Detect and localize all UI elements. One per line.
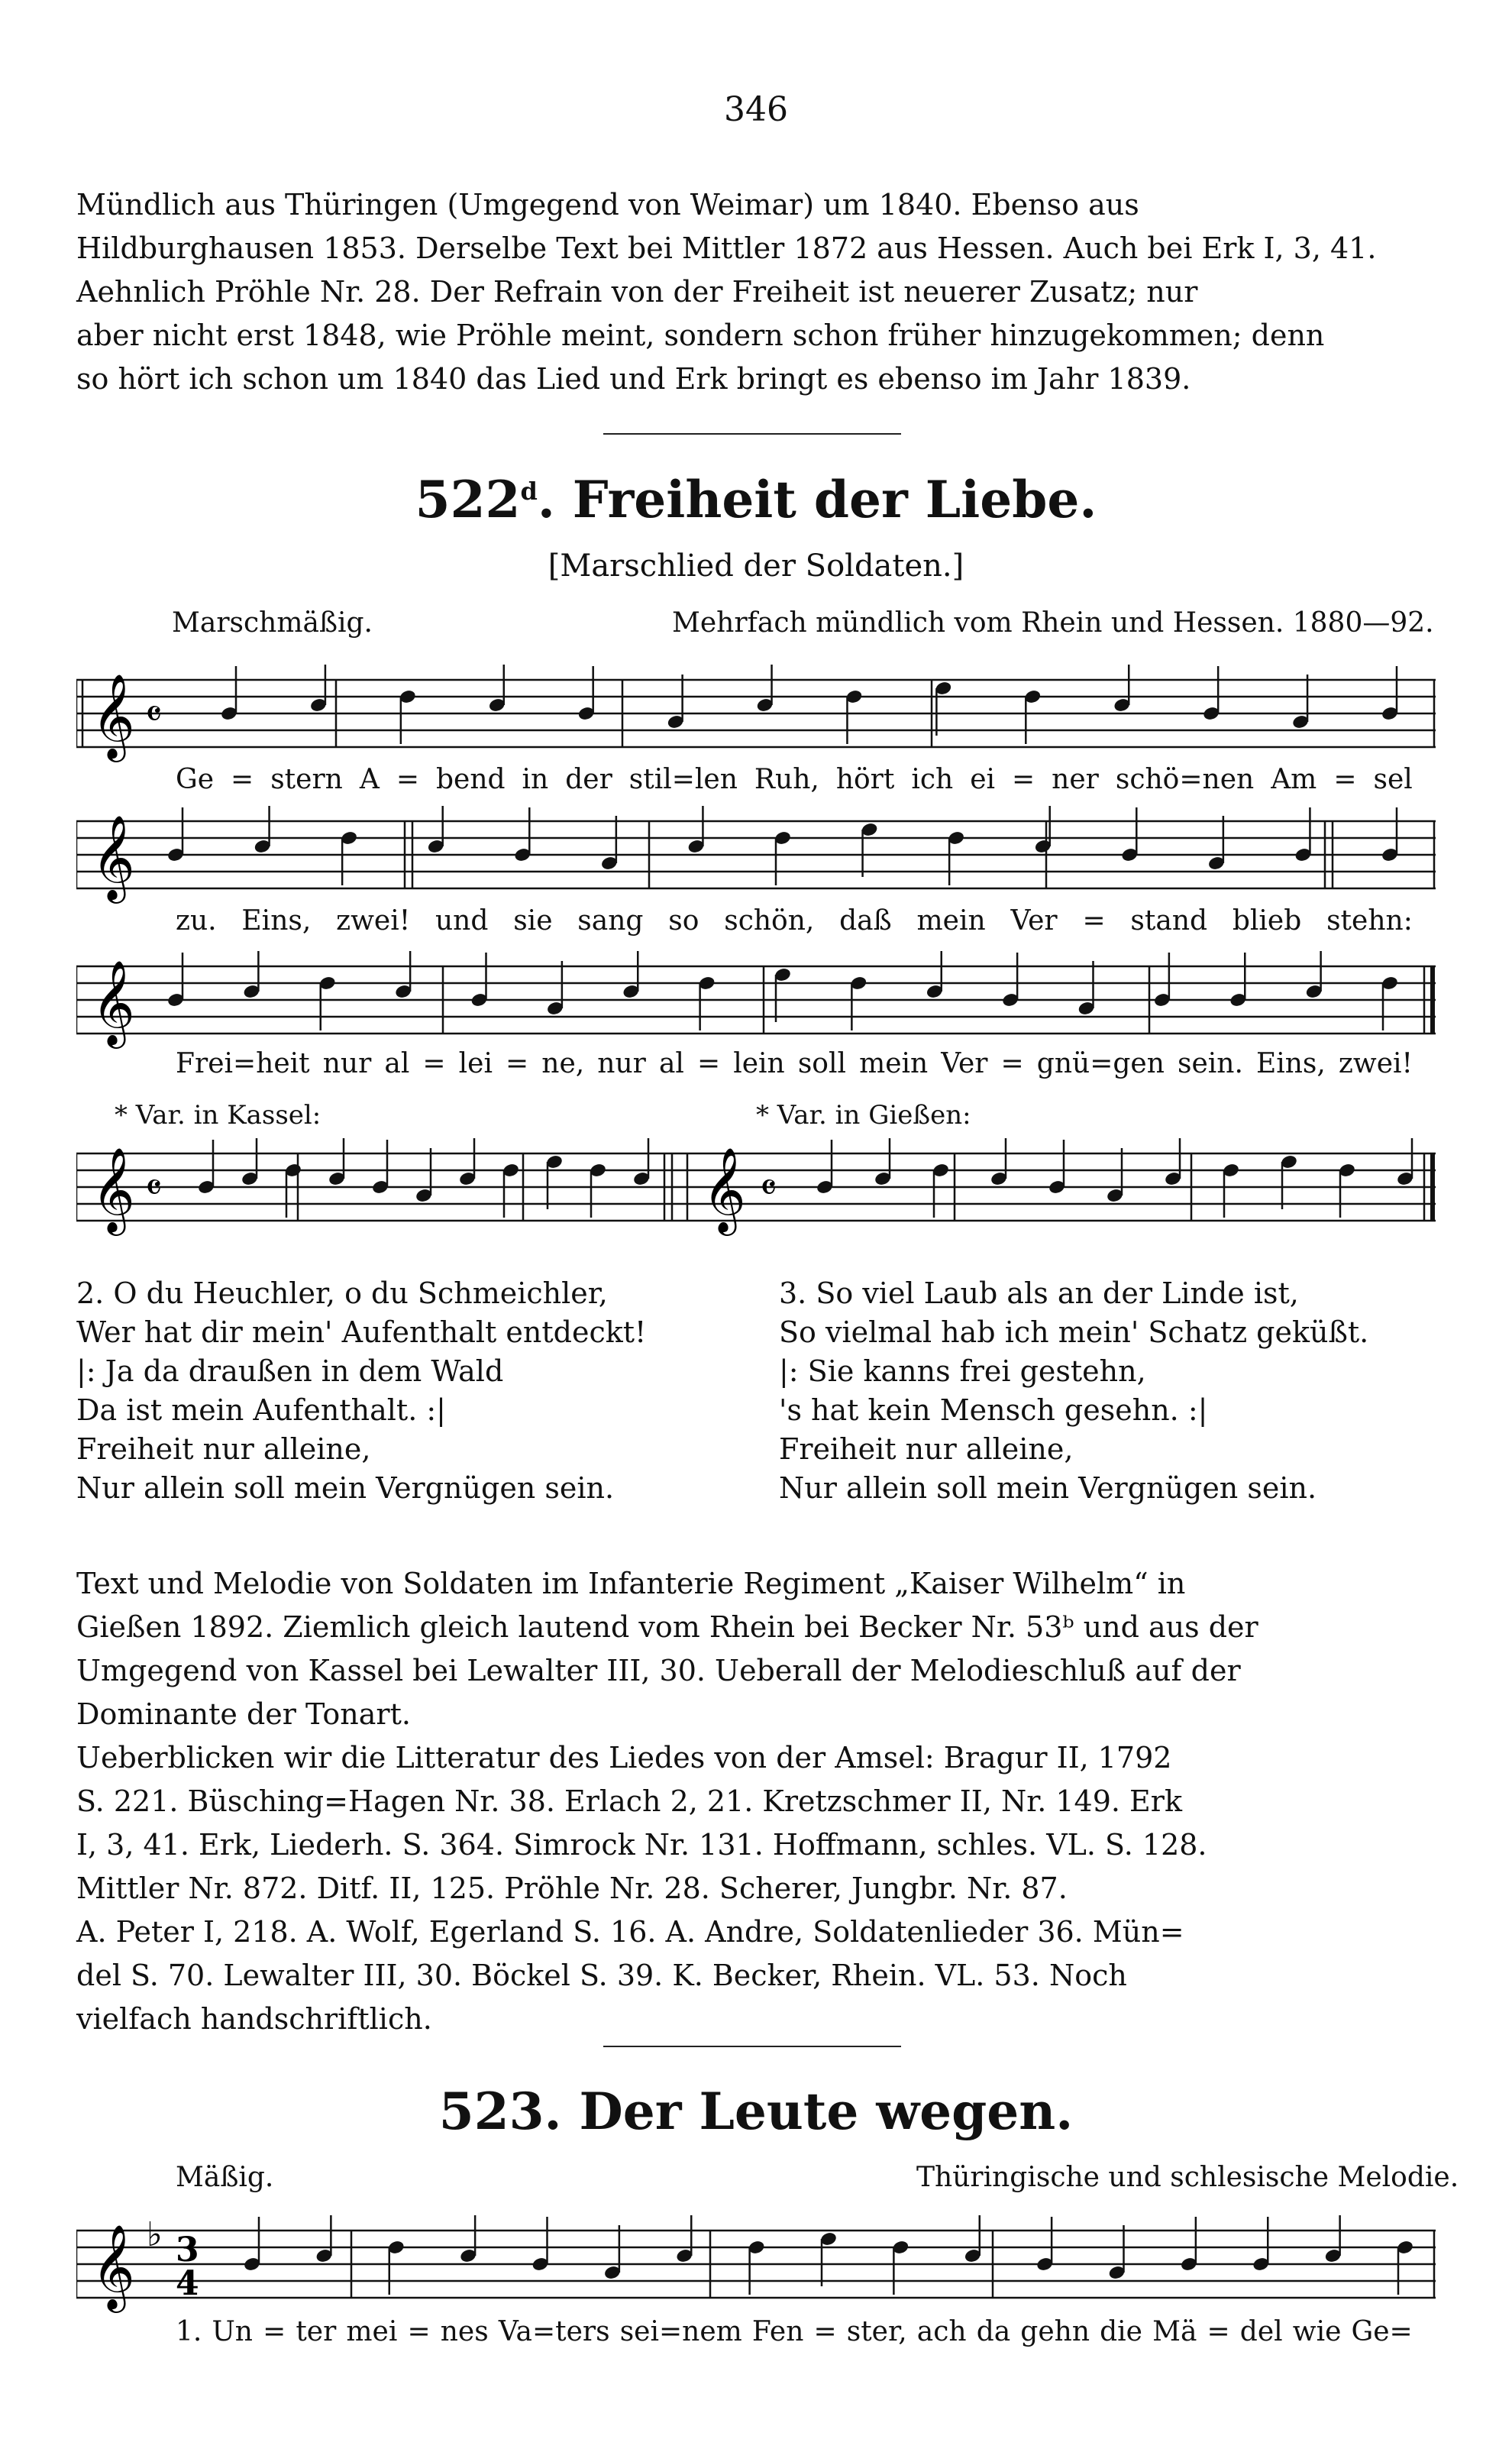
paragraph-line: vielfach handschriftlich. [76, 2002, 432, 2036]
lyric-syllable: schö=nen [1115, 764, 1255, 795]
lyric-syllable: stern [270, 764, 343, 795]
lyric-syllable: ner [1052, 764, 1099, 795]
lyric-syllable: sang [577, 905, 644, 937]
verse-line: Freiheit nur alleine, [779, 1432, 1074, 1466]
lyric-syllable: ter [296, 2316, 337, 2347]
lyric-syllable: = [1333, 764, 1357, 795]
lyric-syllable: Fen [751, 2316, 804, 2347]
lyric-syllable: sie [513, 905, 553, 937]
lyric-syllable: lei [458, 1048, 493, 1079]
lyric-syllable: = [696, 1048, 721, 1079]
lyric-syllable: stil=len [628, 764, 738, 795]
song-title-text: Freiheit der Liebe. [572, 470, 1097, 529]
verse-line: 's hat kein Mensch gesehn. :| [779, 1393, 1208, 1427]
music-staff-4 [76, 2215, 1436, 2315]
paragraph-line: A. Peter I, 218. A. Wolf, Egerland S. 16. A. Andre, Soldatenlieder 36. Mün= [76, 1915, 1184, 1949]
lyric-syllable: del [1239, 2316, 1283, 2347]
time-signature-bottom: 4 [176, 2264, 199, 2303]
melody-source: Thüringische und schlesische Melodie. [916, 2162, 1459, 2193]
lyric-syllable: gehn [1020, 2316, 1090, 2347]
notes-paragraph-2 [76, 1736, 1436, 2041]
lyric-syllable: ei [970, 764, 996, 795]
intro-paragraph [76, 183, 1436, 401]
lyric-syllable: Va=ters [498, 2316, 610, 2347]
verse-line: Nur allein soll mein Vergnügen sein. [76, 1471, 615, 1505]
lyric-syllable: mein [916, 905, 986, 937]
tempo-marking: Marschmäßig. [172, 607, 373, 639]
lyric-syllable: Eins, [241, 905, 312, 937]
music-staff-1 [76, 665, 1436, 764]
treble-clef-icon: 𝄞 [92, 2224, 135, 2309]
lyric-syllable: = [396, 764, 419, 795]
lyric-syllable: = [1207, 2316, 1230, 2347]
song-522-title [0, 470, 1512, 529]
lyric-syllable: in [522, 764, 549, 795]
lyrics-row-2 [176, 905, 1413, 937]
lyric-syllable: ach [916, 2316, 967, 2347]
lyric-syllable: Ver [941, 1048, 988, 1079]
lyric-syllable: Am [1271, 764, 1317, 795]
lyric-syllable: stand [1130, 905, 1208, 937]
common-time-icon: 𝄴 [760, 1166, 777, 1210]
lyric-syllable: lein [733, 1048, 785, 1079]
verse-line: 2. O du Heuchler, o du Schmeichler, [76, 1276, 608, 1310]
lyric-syllable: = [506, 1048, 529, 1079]
lyric-syllable: = [422, 1048, 446, 1079]
verse-line: Nur allein soll mein Vergnügen sein. [779, 1471, 1317, 1505]
lyric-syllable: = [1000, 1048, 1024, 1079]
common-time-icon: 𝄴 [145, 1166, 163, 1210]
lyric-syllable: so [668, 905, 699, 937]
lyric-syllable: Frei=heit [176, 1048, 310, 1079]
intro-line: aber nicht erst 1848, wie Pröhle meint, sondern schon früher hinzugekommen; denn [76, 319, 1325, 352]
verse-3 [779, 1274, 1368, 1508]
intro-line: Aehnlich Pröhle Nr. 28. Der Refrain von der Freiheit ist neuerer Zusatz; nur [76, 275, 1198, 309]
lyric-syllable: zwei! [336, 905, 411, 937]
song-subtitle: [Marschlied der Soldaten.] [548, 548, 964, 584]
treble-clef-icon: 𝄞 [92, 959, 135, 1045]
intro-line: Mündlich aus Thüringen (Umgegend von Weimar) um 1840. Ebenso aus [76, 188, 1139, 222]
common-time-icon: 𝄴 [145, 692, 163, 736]
music-staff-3 [76, 951, 1436, 1050]
lyric-syllable: = [1082, 905, 1106, 937]
section-divider [603, 2046, 901, 2047]
paragraph-line: Text und Melodie von Soldaten im Infanterie Regiment „Kaiser Wilhelm“ in [76, 1567, 1186, 1600]
lyric-syllable: Ge= [1351, 2316, 1413, 2347]
lyric-syllable: Eins, [1255, 1048, 1326, 1079]
page-number: 346 [724, 90, 788, 129]
lyric-syllable: daß [839, 905, 892, 937]
lyric-syllable: da [976, 2316, 1011, 2347]
verse-2 [76, 1274, 646, 1508]
paragraph-line: S. 221. Büsching=Hagen Nr. 38. Erlach 2, 21. Kretzschmer II, Nr. 149. Erk [76, 1784, 1182, 1818]
lyric-syllable: al [384, 1048, 410, 1079]
song-523-title [0, 2082, 1512, 2141]
lyric-syllable: Ge [176, 764, 215, 795]
lyric-syllable: = [407, 2316, 431, 2347]
lyric-syllable: mei [346, 2316, 398, 2347]
lyric-syllable: gnü=gen [1036, 1048, 1165, 1079]
section-divider [603, 433, 901, 435]
lyric-syllable: Ver [1010, 905, 1058, 937]
verse-line: |: Sie kanns frei gestehn, [779, 1354, 1146, 1388]
lyrics-row-4 [176, 2316, 1413, 2347]
lyric-syllable: ster, [846, 2316, 907, 2347]
lyric-syllable: blieb [1232, 905, 1302, 937]
paragraph-line: Ueberblicken wir die Litteratur des Liedes von der Amsel: Bragur II, 1792 [76, 1741, 1172, 1774]
music-staff-2 [76, 806, 1436, 905]
paragraph-line: del S. 70. Lewalter III, 30. Böckel S. 39. K. Becker, Rhein. VL. 53. Noch [76, 1959, 1127, 1992]
lyric-syllable: = [263, 2316, 286, 2347]
lyric-syllable: schön, [724, 905, 815, 937]
note-group [166, 951, 1399, 1030]
lyric-syllable: A [359, 764, 380, 795]
treble-clef-icon: 𝄞 [703, 1147, 746, 1232]
note-group [243, 2215, 1414, 2295]
lyric-syllable: sein. [1177, 1048, 1243, 1079]
lyric-syllable: hört [835, 764, 895, 795]
paragraph-line: Dominante der Tonart. [76, 1697, 411, 1731]
lyric-syllable: ne, [541, 1048, 585, 1079]
variant-giessen-label: * Var. in Gießen: [756, 1100, 971, 1131]
note-group [220, 665, 1399, 744]
variant-kassel-label: * Var. in Kassel: [115, 1100, 321, 1131]
lyric-syllable: wie [1292, 2316, 1342, 2347]
flat-icon: ♭ [147, 2215, 163, 2254]
lyric-syllable: nes [440, 2316, 489, 2347]
notes-paragraph-1 [76, 1562, 1436, 1736]
lyric-syllable: nur [322, 1048, 372, 1079]
lyrics-row-1 [176, 764, 1413, 795]
paragraph-line: Umgegend von Kassel bei Lewalter III, 30. Ueberall der Melodieschluß auf der [76, 1654, 1241, 1687]
lyric-syllable: sei=nem [619, 2316, 742, 2347]
song-number-dot: . [537, 470, 555, 529]
lyric-syllable: Mä [1152, 2316, 1197, 2347]
paragraph-line: I, 3, 41. Erk, Liederh. S. 364. Simrock Nr. 131. Hoffmann, schles. VL. S. 128. [76, 1828, 1207, 1862]
treble-clef-icon: 𝄞 [92, 814, 135, 900]
lyric-syllable: soll [797, 1048, 846, 1079]
intro-line: Hildburghausen 1853. Derselbe Text bei Mittler 1872 aus Hessen. Auch bei Erk I, 3, 41. [76, 231, 1377, 265]
song-number: 523. [438, 2082, 562, 2141]
note-group [816, 1138, 1414, 1218]
verse-line: Da ist mein Aufenthalt. :| [76, 1393, 446, 1427]
lyric-syllable: bend [435, 764, 506, 795]
lyric-syllable: der [565, 764, 612, 795]
verse-line: So vielmal hab ich mein' Schatz geküßt. [779, 1315, 1369, 1349]
note-group [197, 1138, 651, 1218]
verse-line: Freiheit nur alleine, [76, 1432, 371, 1466]
lyric-syllable: stehn: [1326, 905, 1413, 937]
lyric-syllable: und [435, 905, 489, 937]
lyric-syllable: Un [212, 2316, 253, 2347]
note-group [166, 806, 1399, 885]
tempo-marking: Mäßig. [176, 2162, 274, 2193]
melody-source: Mehrfach mündlich vom Rhein und Hessen. 1880—92. [672, 607, 1434, 639]
treble-clef-icon: 𝄞 [92, 1147, 135, 1232]
lyric-syllable: die [1100, 2316, 1142, 2347]
variant-staff [76, 1138, 1436, 1237]
paragraph-line: Gießen 1892. Ziemlich gleich lautend vom Rhein bei Becker Nr. 53ᵇ und aus der [76, 1610, 1258, 1644]
song-number: 522 [415, 470, 521, 529]
lyrics-row-3 [176, 1048, 1413, 1079]
song-title-text: Der Leute wegen. [579, 2082, 1074, 2141]
song-number-suffix: d [520, 477, 538, 506]
time-signature-top: 3 [176, 2231, 199, 2269]
lyric-syllable: Ruh, [754, 764, 819, 795]
lyric-syllable: zu. [176, 905, 217, 937]
lyric-syllable: = [1012, 764, 1035, 795]
verse-line: Wer hat dir mein' Aufenthalt entdeckt! [76, 1315, 647, 1349]
intro-line: so hört ich schon um 1840 das Lied und Erk bringt es ebenso im Jahr 1839. [76, 362, 1191, 396]
treble-clef-icon: 𝄞 [92, 673, 135, 759]
verse-line: |: Ja da draußen in dem Wald [76, 1354, 504, 1388]
paragraph-line: Mittler Nr. 872. Ditf. II, 125. Pröhle Nr. 28. Scherer, Jungbr. Nr. 87. [76, 1872, 1068, 1905]
lyric-syllable: sel [1373, 764, 1413, 795]
lyric-syllable: mein [859, 1048, 929, 1079]
lyric-syllable: al [658, 1048, 684, 1079]
lyric-syllable: nur [597, 1048, 646, 1079]
lyric-syllable: zwei! [1338, 1048, 1413, 1079]
verse-line: 3. So viel Laub als an der Linde ist, [779, 1276, 1299, 1310]
lyric-syllable: = [231, 764, 254, 795]
lyric-syllable: ich [911, 764, 954, 795]
lyric-syllable: 1. [176, 2316, 202, 2347]
lyric-syllable: = [813, 2316, 837, 2347]
